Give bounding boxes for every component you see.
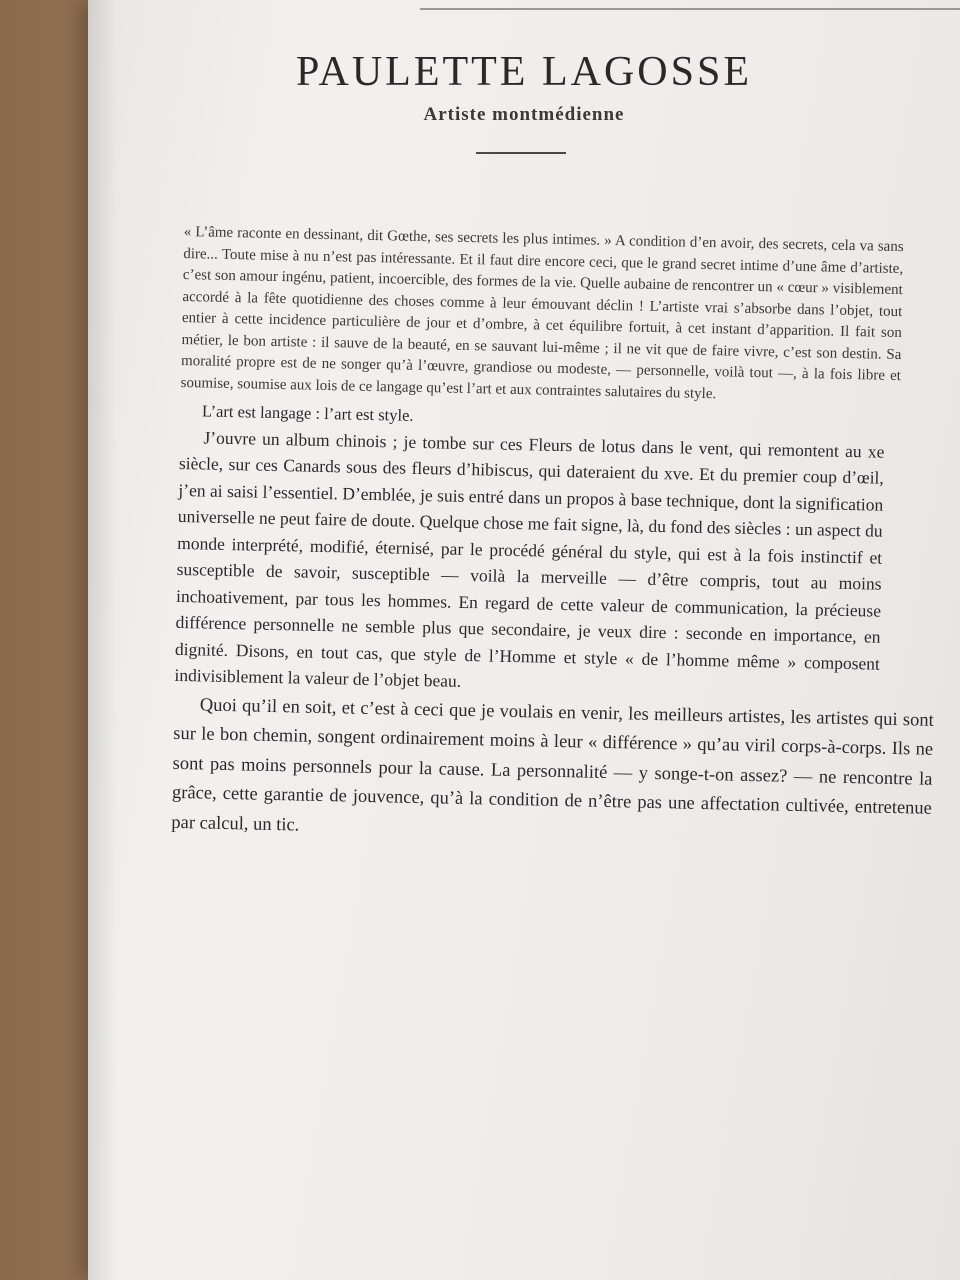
paragraph-3: J’ouvre un album chinois ; je tombe sur ces Fleurs de lotus dans le vent, qui remontent au xe siècle, sur ces Canards sous des fleurs d’hibiscus, qui dateraient du xve. Et du premier coup d’œil, j’en ai saisi l’essentiel. D’emblée, je suis entré dans un propos à base technique, dont la signification universelle ne peut faire de doute. Quelque chose me fait signe, là, du fond des siècles : un aspect du monde interprété, modifié, éternisé, par le procédé général du style, qui est à la fois instinctif et susceptible de savoir, susceptible — voilà la merveille — d’être compris, tout au moins inchoativement, par tous les hommes. En regard de cette valeur de communication, la précieuse différence personnelle ne semble plus que secondaire, je veux dire : seconde en importance, en dignité. Disons, en tout cas, que style de l’Homme et style « de l’homme même » composent indivisiblement la valeur de l’objet beau. [174, 426, 885, 691]
page-edge-shadow [88, 0, 118, 1280]
paragraph-2: L’art est langage : l’art est style. [201, 401, 414, 425]
page-title: PAULETTE LAGOSSE [296, 49, 752, 95]
top-rule [420, 8, 960, 10]
book-page [88, 0, 960, 1280]
paragraph-1: « L’âme raconte en dessinant, dit Gœthe, ses secrets les plus intimes. » A condition d’en avoir, des secrets, cela va sans dire... Toute mise à nu n’est pas intéressante. Et il faut dire encore ceci, que le grand secret intime d’une âme d’artiste, c’est son amour ingénu, patient, incoercible, des formes de la vie. Quelle aubaine de rencontrer un « cœur » visiblement accordé à la fête quotidienne des choses comme à leur émouvant déclin ! L’artiste vrai s’absorbe dans l’objet, tout entier à cette incidence particulière de jour et d’ombre, à cet équilibre fortuit, à cet instant d’apparition. Il fait son métier, le bon artiste : il sauve de la beauté, en se sauvant lui-même ; il ne vit que de faire vivre, c’est son destin. Sa moralité propre est de ne songer qu’à l’œuvre, grandiose ou modeste, — personnelle, voilà tout —, à la fois libre et soumise, soumise aux lois de ce langage qu’est l’art et aux contraintes salutaires du style. [180, 223, 904, 402]
title-divider [476, 152, 566, 154]
paragraph-4: Quoi qu’il en soit, et c’est à ceci que je voulais en venir, les meilleurs artistes, les artistes qui sont sur le bon chemin, songent ordinairement moins à leur « différence » qu’au viril corps-à-corps. Ils ne sont pas moins personnels pour la cause. La personnalité — y songe-t-on assez? — ne rencontre la grâce, cette garantie de jouvence, qu’à la condition de n’être pas une affectation cultivée, entretenue par calcul, un tic. [171, 694, 934, 836]
article-body [171, 222, 934, 853]
page-subtitle: Artiste montmédienne [423, 104, 625, 125]
